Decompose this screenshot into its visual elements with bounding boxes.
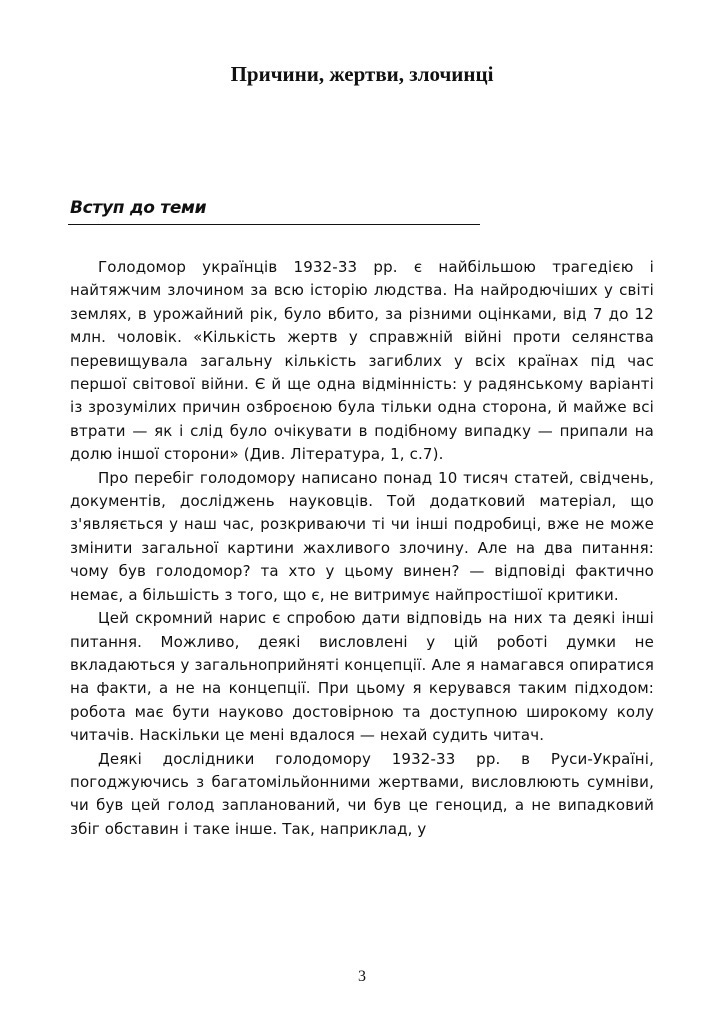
paragraph: Цей скромний нарис є спробою дати відповідь на них та деякі інші питання. Можливо, деякі висловлені у цій роботі думки не вкладаються у загальноприйняті концепції. Але я намагався опиратися на факти, а не на концепції. При цьому я керувався таким підходом: робота має бути науково достовірною та доступною широкому колу читачів. Наскільки це мені вдалося — нехай судить читач.	[70, 609, 654, 745]
section-heading: Вступ до теми	[70, 198, 207, 218]
page-number: 3	[358, 968, 366, 985]
paragraph: Голодомор українців 1932-33 рр. є найбільшою трагедією і найтяжчим злочином за всю історію людства. На найродючіших у світі землях, в урожайний рік, було вбито, за різними оцінками, від 7 до 12 млн. чоловік. «Кількість жертв у справжній війні проти селянства перевищувала загальну кількість загиблих у всіх країнах під час першої світової війни. Є й ще одна відмінність: у радянському варіанті із зрозумілих причин озброєною була тільки одна сторона, й майже всі втрати — як і слід було очікувати в подібному випадку — припали на долю іншої сторони» (Див. Література, 1, с.7).	[70, 258, 654, 464]
page-title: Причини, жертви, злочинці	[230, 62, 494, 86]
section-divider	[68, 224, 480, 225]
body-text	[70, 256, 654, 841]
paragraph: Деякі дослідники голодомору 1932-33 рр. в Руси-Україні, погоджуючись з багатомільйонними жертвами, висловлюють сумніви, чи був цей голод запланований, чи був це геноцид, а не випадковий збіг обставин і таке інше. Так, наприклад, у	[70, 749, 654, 838]
paragraph: Про перебіг голодомору написано понад 10 тисяч статей, свідчень, документів, досліджень науковців. Той додатковий матеріал, що з'являється у наш час, розкриваючи ті чи інші подробиці, вже не може змінити загальної картини жахливого злочину. Але на два питання: чому був голодомор? та хто у цьому винен? — відповіді фактично немає, а більшість з того, що є, не витримує найпростішої критики.	[70, 468, 654, 604]
